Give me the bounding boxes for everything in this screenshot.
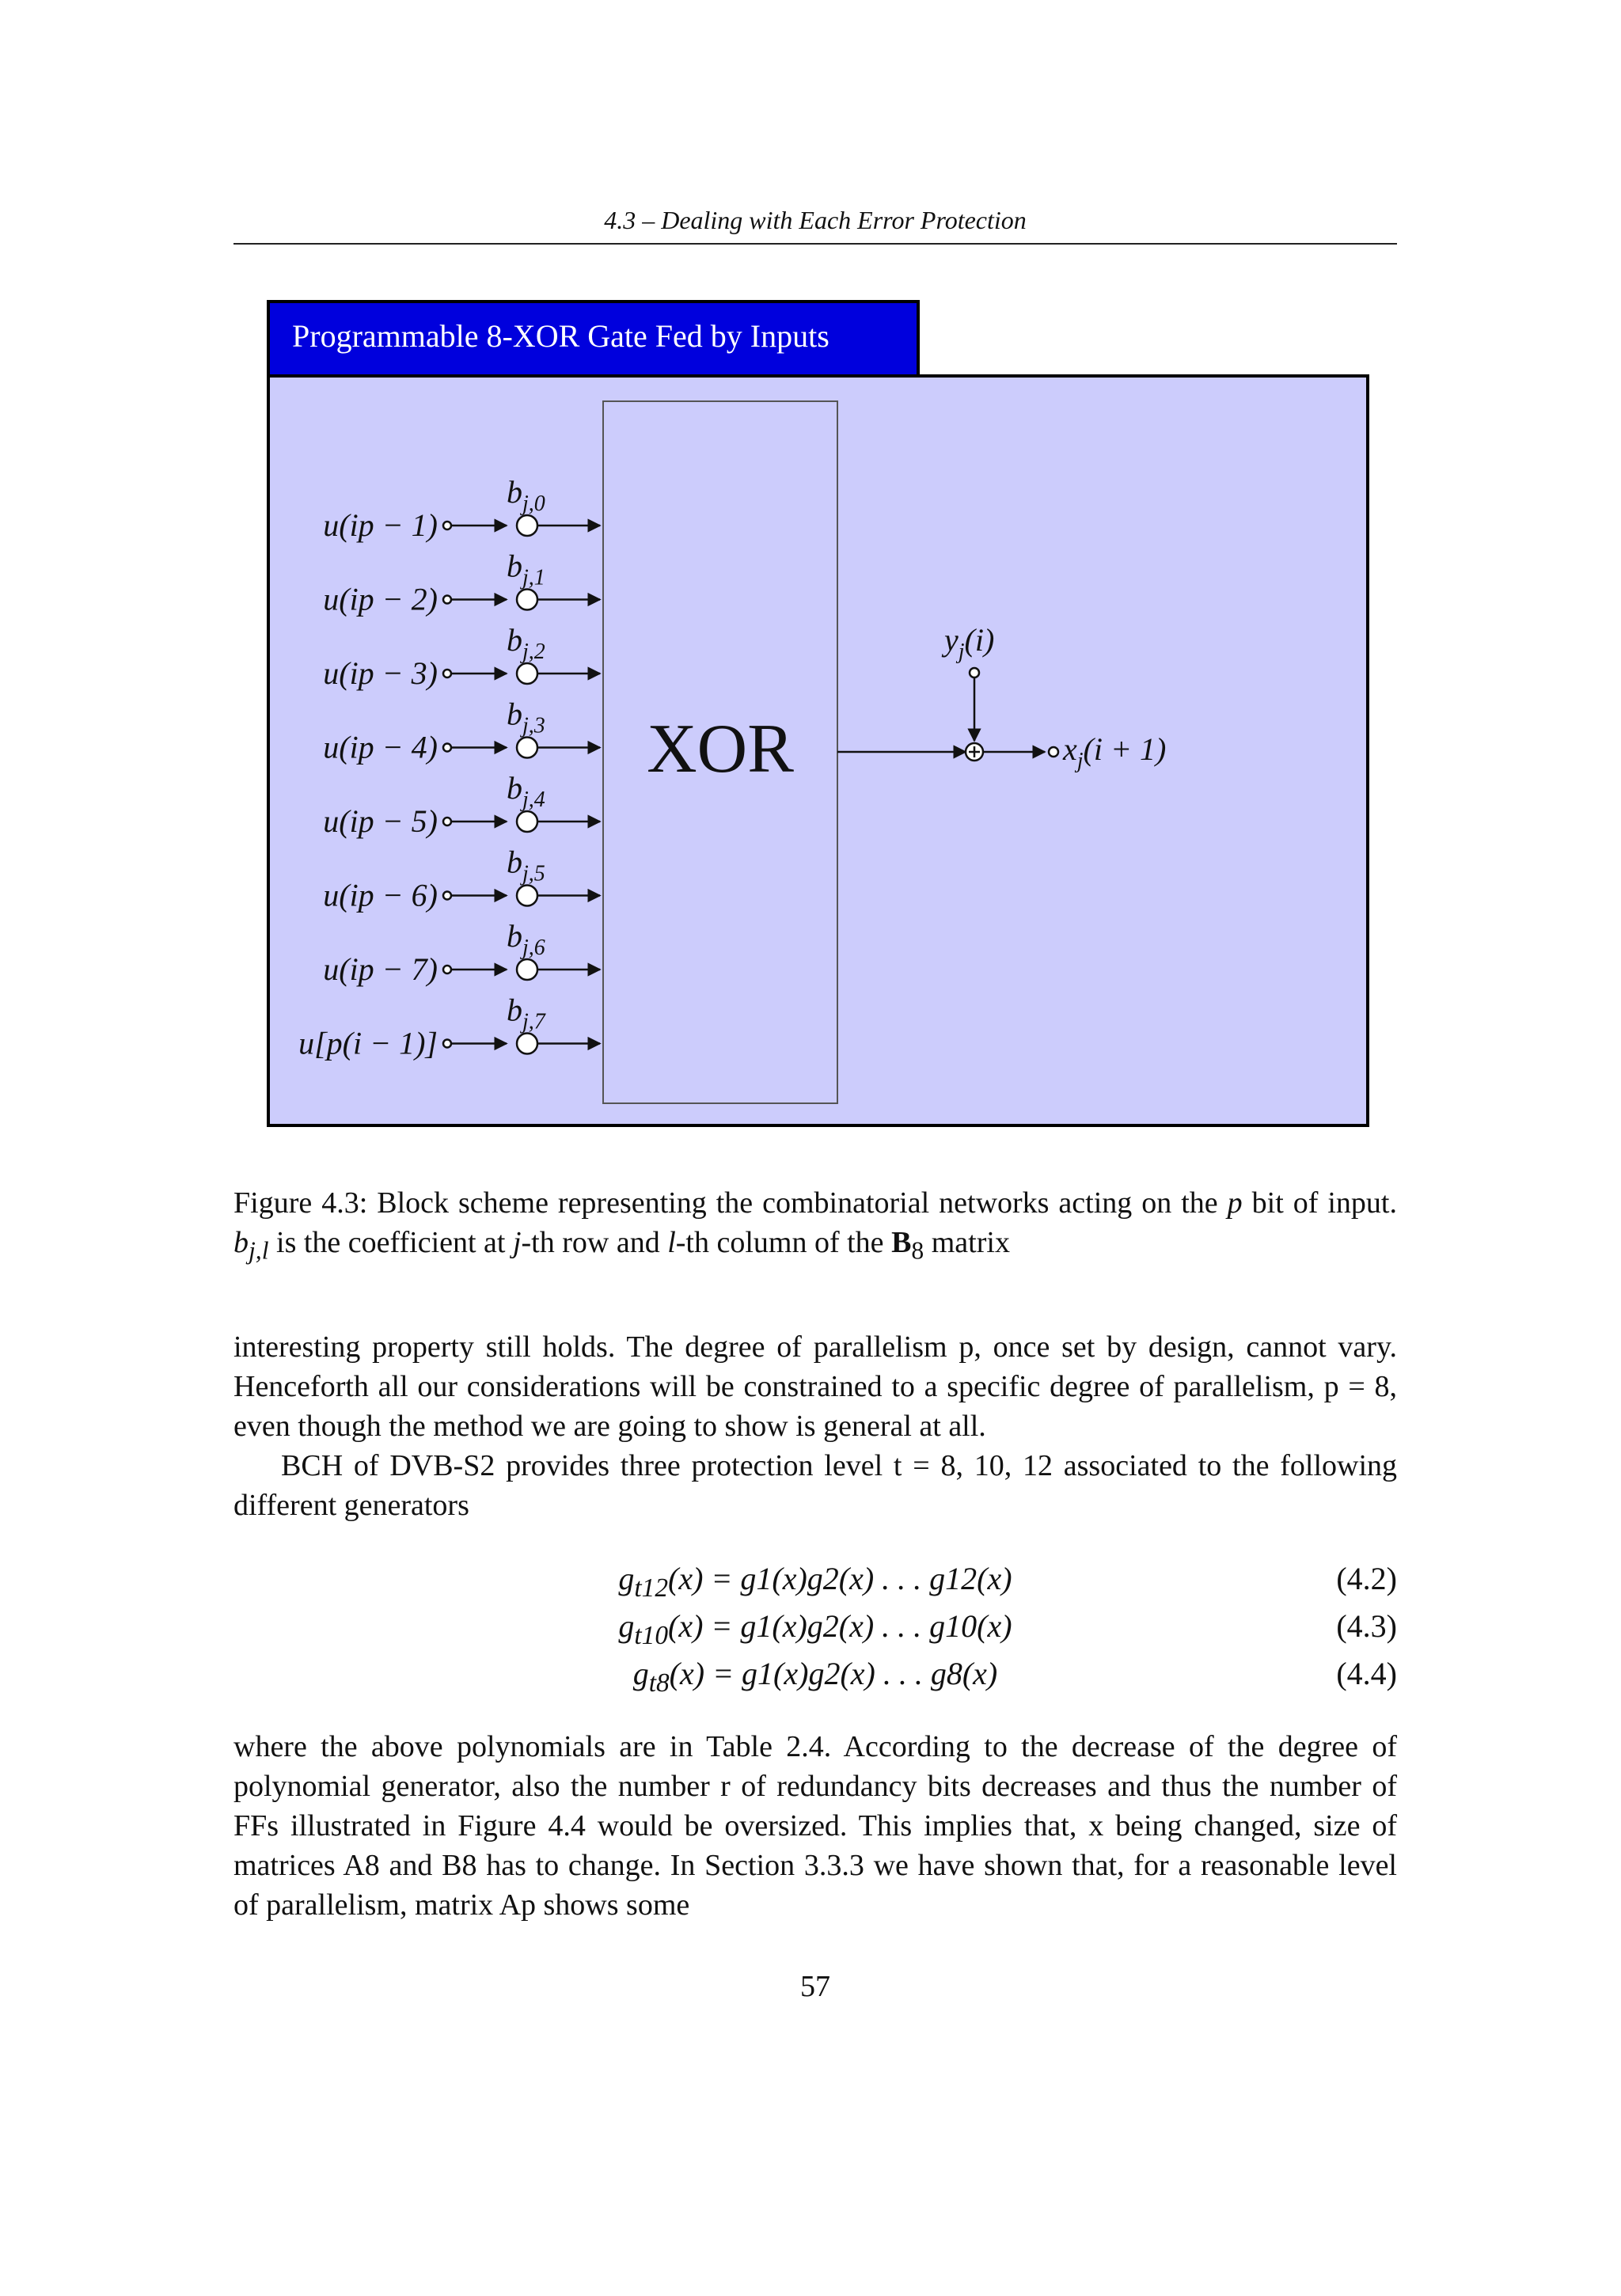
equation-number: (4.4)	[1336, 1656, 1397, 1691]
paragraph-1b-text: BCH of DVB-S2 provides three protection level t = 8, 10, 12 associated to the following different generators	[233, 1449, 1397, 1522]
input-label: u(ip − 1)	[323, 507, 438, 543]
caption-b: b	[233, 1226, 249, 1259]
page-number: 57	[800, 1970, 830, 2003]
input-terminal	[443, 596, 451, 604]
input-terminal	[443, 744, 451, 752]
paragraph-1-text: interesting property still holds. The degree of parallelism p, once set by design, cannot vary. Henceforth all our considerations will be constrained to a specific degree of parallelism, p = 8, even though the method we are going to show is general at all.	[233, 1330, 1397, 1443]
caption-B-sub: 8	[911, 1236, 924, 1265]
output-terminal	[1049, 747, 1058, 757]
caption-text-3: is the coefficient at	[268, 1226, 513, 1259]
caption-text-2: bit of input.	[1242, 1186, 1397, 1220]
input-terminal	[443, 522, 451, 529]
caption-text-5: -th column of the	[675, 1226, 892, 1259]
running-head: 4.3 – Dealing with Each Error Protection	[604, 206, 1027, 234]
input-terminal	[443, 1040, 451, 1048]
caption-p: p	[1227, 1186, 1243, 1220]
coefficient-label: $b_{j,4}$	[507, 770, 545, 812]
feedback-base: y	[944, 622, 959, 658]
input-label: u[p(i − 1)]	[298, 1025, 438, 1061]
coefficient-label: $b_{j,5}$	[507, 844, 545, 886]
input-label: u(ip − 7)	[323, 951, 438, 987]
caption-text-6: matrix	[924, 1226, 1010, 1259]
coefficient-node	[517, 590, 537, 610]
coefficient-label: $b_{j,2}$	[507, 622, 545, 664]
caption-j: j	[512, 1226, 522, 1259]
coefficient-node	[517, 515, 537, 536]
feedback-terminal	[970, 668, 979, 677]
input-terminal	[443, 966, 451, 973]
coefficient-node	[517, 1034, 537, 1054]
coefficient-node	[517, 738, 537, 758]
paragraph-2: where the above polynomials are in Table 2.4. According to the decrease of the degree of polynomial generator, also the number r of redundancy bits decreases and thus the number of FFs illustrated in Figure 4.4 would be oversized. This implies that, x being changed, size of matrices A8 and B8 has to change. In Section 3.3.3 we have shown that, for a reasonable level of parallelism, matrix Ap shows some	[233, 1730, 1397, 1922]
feedback-arg: (i)	[964, 622, 995, 658]
equation-number: (4.3)	[1336, 1608, 1397, 1644]
figure-caption	[233, 1183, 1397, 1271]
equation-block	[233, 1555, 1397, 1698]
input-label: u(ip − 4)	[323, 729, 438, 765]
xor-label: XOR	[647, 711, 794, 787]
input-terminal	[443, 892, 451, 900]
coefficient-label: $b_{j,0}$	[507, 474, 545, 516]
input-label: u(ip − 2)	[323, 581, 438, 617]
coefficient-label: $b_{j,6}$	[507, 918, 545, 960]
feedback-sub: j	[958, 639, 965, 664]
figure-title: Programmable 8-XOR Gate Fed by Inputs	[292, 318, 829, 354]
equation: $g_{t12}(x) = g1(x)g2(x)$ . . . g12(x)	[618, 1561, 1012, 1603]
coefficient-label: $b_{j,1}$	[507, 548, 545, 590]
equation-row	[233, 1603, 1397, 1650]
coefficient-node	[517, 811, 537, 832]
equation-row	[233, 1650, 1397, 1698]
equation: $g_{t8}(x) = g1(x)g2(x)$ . . . g8(x)	[632, 1656, 998, 1698]
caption-l: l	[667, 1226, 676, 1259]
caption-text-1: Figure 4.3: Block scheme representing the combinatorial networks acting on the	[233, 1186, 1228, 1220]
coefficient-label: $b_{j,7}$	[507, 992, 545, 1034]
coefficient-node	[517, 663, 537, 684]
input-label: u(ip − 3)	[323, 655, 438, 691]
caption-text-4: -th row and	[521, 1226, 668, 1259]
coefficient-label: $b_{j,3}$	[507, 696, 545, 738]
output-base: x	[1063, 731, 1077, 767]
output-arg: (i + 1)	[1083, 731, 1167, 767]
input-label: u(ip − 6)	[323, 877, 438, 913]
equation-number: (4.2)	[1336, 1561, 1397, 1596]
input-label: u(ip − 5)	[323, 803, 438, 839]
equation: $g_{t10}(x) = g1(x)g2(x)$ . . . g10(x)	[618, 1608, 1012, 1650]
caption-B: B	[891, 1226, 912, 1259]
input-terminal	[443, 818, 451, 825]
output-sub: j	[1076, 749, 1084, 773]
coefficient-node	[517, 886, 537, 906]
caption-b-sub: j,l	[249, 1236, 269, 1265]
coefficient-node	[517, 959, 537, 980]
input-terminal	[443, 670, 451, 677]
equation-row	[233, 1555, 1397, 1603]
paragraph-1	[233, 1327, 1397, 1525]
